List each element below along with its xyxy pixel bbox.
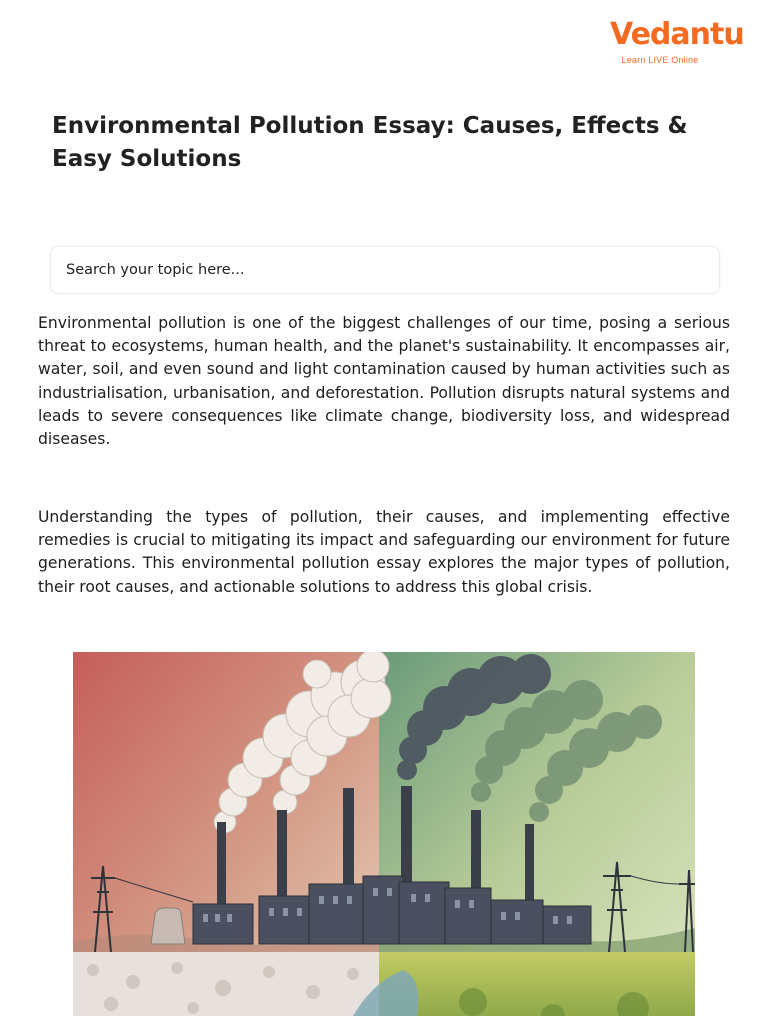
search-input[interactable]: [51, 247, 686, 293]
vedantu-logo[interactable]: [610, 17, 744, 65]
search-box[interactable]: [50, 246, 720, 294]
pollution-illustration: [73, 652, 695, 1016]
intro-paragraph: Environmental pollution is one of the biggest challenges of our time, posing a serious threat to ecosystems, human health, and the planet's sustainability. It encompasses air, water, soil, and even sound and light contamination caused by human activities such as industrialisation, urbanisation, and deforestation. Pollution disrupts natural systems and leads to severe consequences like climate change, biodiversity loss, and widespread diseases.: [38, 314, 730, 449]
second-paragraph: Understanding the types of pollution, their causes, and implementing effective remedies is crucial to mitigating its impact and safeguarding our environment for future generations. This environmental pollution essay explores the major types of pollution, their root causes, and actionable solutions to address this global crisis.: [38, 508, 730, 596]
logo-tagline: Learn LIVE Online: [621, 55, 699, 65]
logo-wordmark: Vedantu: [610, 17, 744, 52]
page-title: Environmental Pollution Essay: Causes, Effects & Easy Solutions: [52, 113, 688, 172]
